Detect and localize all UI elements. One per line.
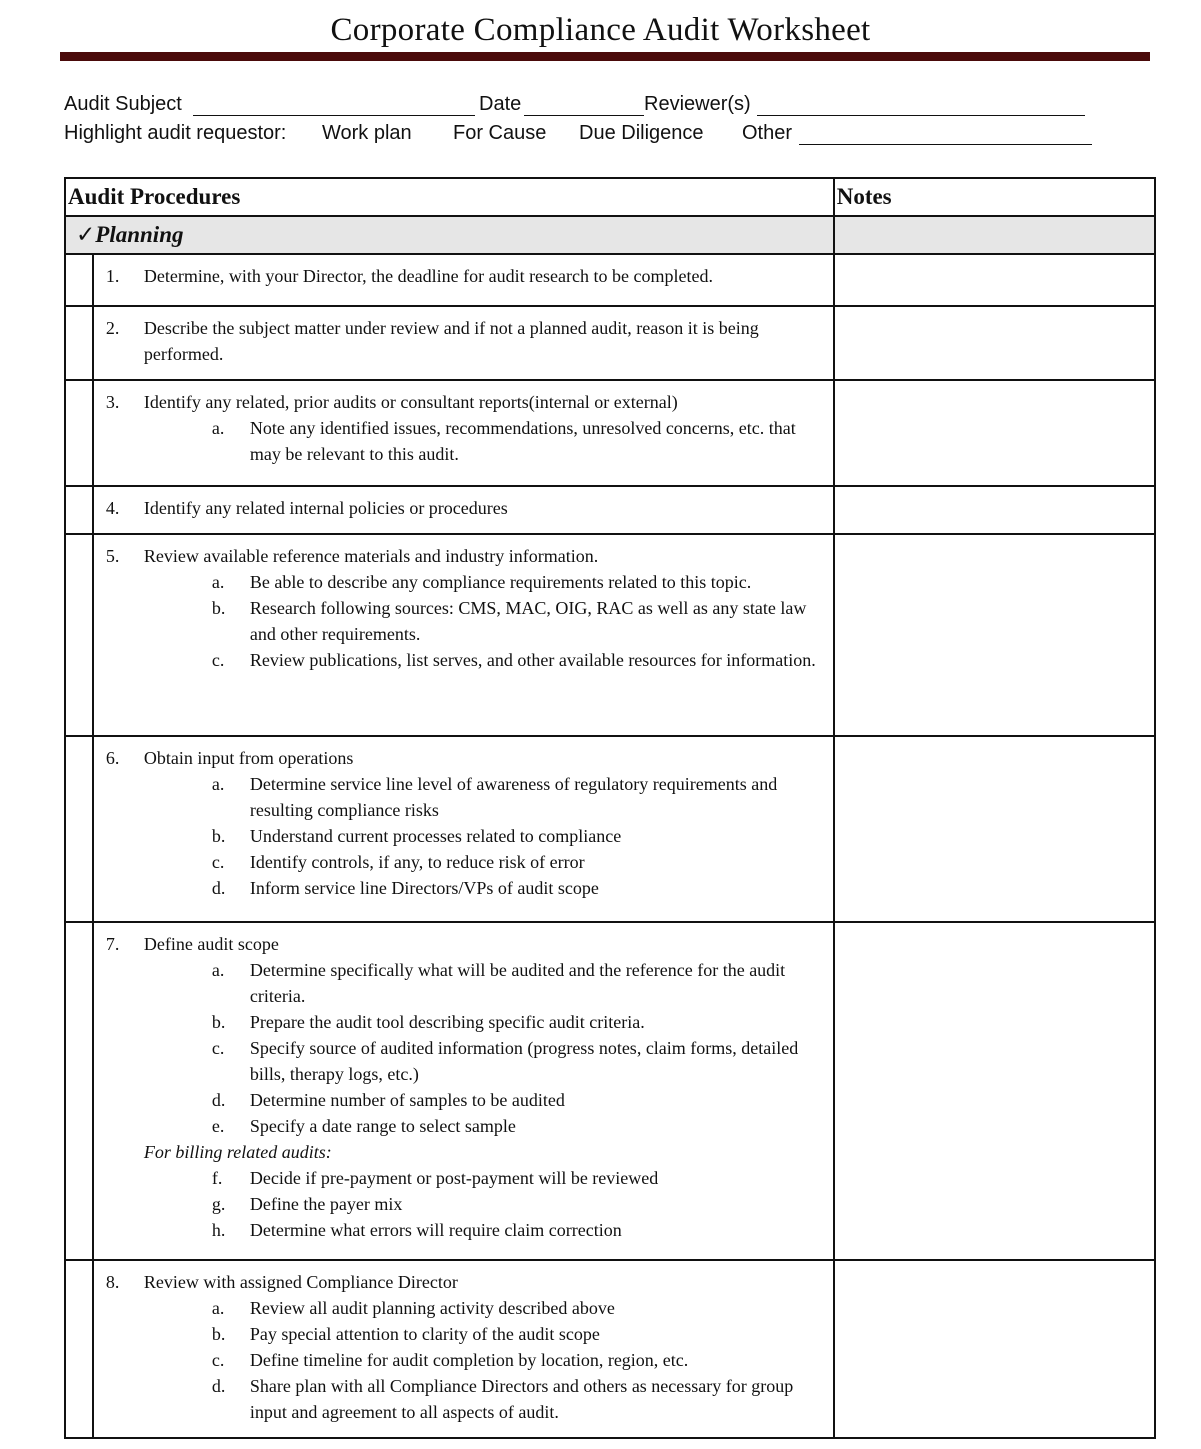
sub-item xyxy=(211,569,823,595)
highlight-label: Highlight audit requestor: xyxy=(64,122,287,144)
section-planning xyxy=(65,216,834,254)
sub-item-text: Determine what errors will require claim correction xyxy=(249,1220,622,1240)
sub-item-letter: c. xyxy=(211,852,225,872)
table-row xyxy=(65,1260,1155,1438)
sub-item-text: Share plan with all Compliance Directors and others as necessary for group input and agreement to all aspects of audit. xyxy=(249,1376,794,1422)
step-text: Describe the subject matter under review and if not a planned audit, reason it is being performed. xyxy=(143,318,759,364)
sub-item xyxy=(211,957,823,1009)
step-text: Determine, with your Director, the deadline for audit research to be completed. xyxy=(143,266,713,286)
sub-item xyxy=(211,875,823,901)
step-cell xyxy=(93,534,834,736)
step-text: Define audit scope xyxy=(143,934,279,954)
sub-item-letter: f. xyxy=(211,1168,223,1188)
step-number: 4. xyxy=(105,498,120,518)
sub-item xyxy=(211,1165,823,1191)
sub-item-letter: a. xyxy=(211,960,225,980)
step-cell xyxy=(93,1260,834,1438)
audit-subject-field[interactable] xyxy=(193,115,475,116)
header-line-1 xyxy=(64,93,1104,119)
sub-item xyxy=(211,1347,823,1373)
reviewers-label: Reviewer(s) xyxy=(644,93,751,115)
step-cell xyxy=(93,486,834,534)
sub-item-letter: c. xyxy=(211,1350,225,1370)
due-diligence-option[interactable]: Due Diligence xyxy=(579,122,704,144)
sub-item xyxy=(211,595,823,647)
sub-item xyxy=(211,849,823,875)
table-row xyxy=(65,736,1155,922)
date-label: Date xyxy=(479,93,522,115)
sub-item-text: Prepare the audit tool describing specific audit criteria. xyxy=(249,1012,645,1032)
sub-item-letter: c. xyxy=(211,650,225,670)
table-row xyxy=(65,922,1155,1260)
sub-item-text: Define the payer mix xyxy=(249,1194,403,1214)
sub-item-letter: b. xyxy=(211,826,226,846)
sub-item xyxy=(211,1009,823,1035)
sub-item-text: Be able to describe any compliance requirements related to this topic. xyxy=(249,572,752,592)
step-margin-cell xyxy=(65,922,93,1260)
step-content xyxy=(94,487,833,533)
step-margin-cell xyxy=(65,254,93,306)
sub-item-letter: a. xyxy=(211,774,225,794)
step-text: Review with assigned Compliance Director xyxy=(143,1272,458,1292)
sub-item-text: Identify controls, if any, to reduce risk of error xyxy=(249,852,585,872)
title-rule xyxy=(60,52,1150,61)
step-number: 7. xyxy=(105,934,120,954)
step-cell xyxy=(93,380,834,486)
step-margin-cell xyxy=(65,380,93,486)
sub-item-letter: d. xyxy=(211,1376,226,1396)
step-number: 8. xyxy=(105,1272,120,1292)
step-content xyxy=(94,381,833,479)
col-notes-header: Notes xyxy=(834,178,1155,216)
date-field[interactable] xyxy=(524,115,644,116)
sub-item-text: Specify source of audited information (progress notes, claim forms, detailed bills, therapy logs, etc.) xyxy=(249,1038,799,1084)
sub-item-letter: g. xyxy=(211,1194,226,1214)
section-notes xyxy=(834,216,1155,254)
step-cell xyxy=(93,306,834,380)
sub-item xyxy=(211,771,823,823)
sub-item-letter: b. xyxy=(211,1324,226,1344)
step-text: Identify any related, prior audits or consultant reports(internal or external) xyxy=(143,392,678,412)
sub-item xyxy=(211,647,823,673)
notes-cell[interactable] xyxy=(834,1260,1155,1438)
for-cause-option[interactable]: For Cause xyxy=(453,122,547,144)
table-row xyxy=(65,486,1155,534)
check-icon: ✓ xyxy=(76,222,96,247)
sub-item xyxy=(211,1373,823,1425)
sub-item-text: Determine number of samples to be audited xyxy=(249,1090,565,1110)
sub-item-text: Determine service line level of awareness of regulatory requirements and resulting compliance risks xyxy=(249,774,778,820)
sub-item xyxy=(211,1295,823,1321)
other-option[interactable]: Other xyxy=(742,122,793,144)
sub-item-letter: a. xyxy=(211,572,225,592)
sub-item-text: Inform service line Directors/VPs of audit scope xyxy=(249,878,599,898)
section-label: Planning xyxy=(95,222,184,247)
sub-item-text: Pay special attention to clarity of the audit scope xyxy=(249,1324,600,1344)
step-content xyxy=(94,255,833,301)
sub-item xyxy=(211,1087,823,1113)
sub-item-letter: d. xyxy=(211,878,226,898)
sub-item-text: Understand current processes related to compliance xyxy=(249,826,622,846)
sub-item-letter: b. xyxy=(211,598,226,618)
step-content xyxy=(94,535,833,685)
notes-cell[interactable] xyxy=(834,254,1155,306)
sub-item-letter: h. xyxy=(211,1220,226,1240)
sub-item-letter: a. xyxy=(211,1298,225,1318)
notes-cell[interactable] xyxy=(834,736,1155,922)
sub-item-letter: c. xyxy=(211,1038,225,1058)
sub-item-text: Review all audit planning activity described above xyxy=(249,1298,615,1318)
table-header-row xyxy=(65,178,1155,216)
sub-item-text: Review publications, list serves, and other available resources for information. xyxy=(249,650,816,670)
step-margin-cell xyxy=(65,736,93,922)
sub-item xyxy=(211,1113,823,1139)
header-line-2 xyxy=(64,122,1104,148)
sub-item xyxy=(211,1217,823,1243)
sub-item xyxy=(211,823,823,849)
step-content xyxy=(94,923,833,1255)
reviewers-field[interactable] xyxy=(757,115,1085,116)
notes-cell[interactable] xyxy=(834,922,1155,1260)
billing-note: For billing related audits: xyxy=(143,1142,332,1162)
step-number: 3. xyxy=(105,392,120,412)
notes-cell[interactable] xyxy=(834,534,1155,736)
step-number: 5. xyxy=(105,546,120,566)
notes-cell[interactable] xyxy=(834,380,1155,486)
step-content xyxy=(94,307,833,379)
other-field[interactable] xyxy=(799,144,1092,145)
sub-item-text: Note any identified issues, recommendations, unresolved concerns, etc. that may be relevant to this audit. xyxy=(249,418,796,464)
work-plan-option[interactable]: Work plan xyxy=(322,122,412,144)
step-margin-cell xyxy=(65,486,93,534)
step-margin-cell xyxy=(65,1260,93,1438)
page-title: Corporate Compliance Audit Worksheet xyxy=(330,12,871,48)
step-number: 1. xyxy=(105,266,120,286)
sub-item-text: Determine specifically what will be audited and the reference for the audit criteria. xyxy=(249,960,786,1006)
audit-subject-label: Audit Subject xyxy=(64,93,182,115)
audit-table xyxy=(64,177,1156,1439)
table-row xyxy=(65,306,1155,380)
sub-item-text: Research following sources: CMS, MAC, OIG, RAC as well as any state law and other requirements. xyxy=(249,598,807,644)
step-cell xyxy=(93,736,834,922)
table-row xyxy=(65,380,1155,486)
step-text: Review available reference materials and industry information. xyxy=(143,546,599,566)
sub-item xyxy=(211,1321,823,1347)
notes-cell[interactable] xyxy=(834,306,1155,380)
step-text: Obtain input from operations xyxy=(143,748,354,768)
table-row xyxy=(65,534,1155,736)
step-text: Identify any related internal policies or procedures xyxy=(143,498,508,518)
sub-item xyxy=(211,1191,823,1217)
sub-item-text: Decide if pre-payment or post-payment will be reviewed xyxy=(249,1168,659,1188)
sub-item-letter: a. xyxy=(211,418,225,438)
step-number: 2. xyxy=(105,318,120,338)
step-margin-cell xyxy=(65,534,93,736)
sub-item-letter: e. xyxy=(211,1116,225,1136)
step-number: 6. xyxy=(105,748,120,768)
sub-item xyxy=(211,415,823,467)
sub-item-text: Define timeline for audit completion by location, region, etc. xyxy=(249,1350,689,1370)
sub-item-letter: d. xyxy=(211,1090,226,1110)
step-cell xyxy=(93,922,834,1260)
table-row xyxy=(65,254,1155,306)
section-row xyxy=(65,216,1155,254)
sub-item-letter: b. xyxy=(211,1012,226,1032)
col-procedures-header: Audit Procedures xyxy=(65,178,834,216)
step-margin-cell xyxy=(65,306,93,380)
step-content xyxy=(94,1261,833,1437)
sub-item-text: Specify a date range to select sample xyxy=(249,1116,516,1136)
sub-item xyxy=(211,1035,823,1087)
notes-cell[interactable] xyxy=(834,486,1155,534)
step-content xyxy=(94,737,833,913)
step-cell xyxy=(93,254,834,306)
